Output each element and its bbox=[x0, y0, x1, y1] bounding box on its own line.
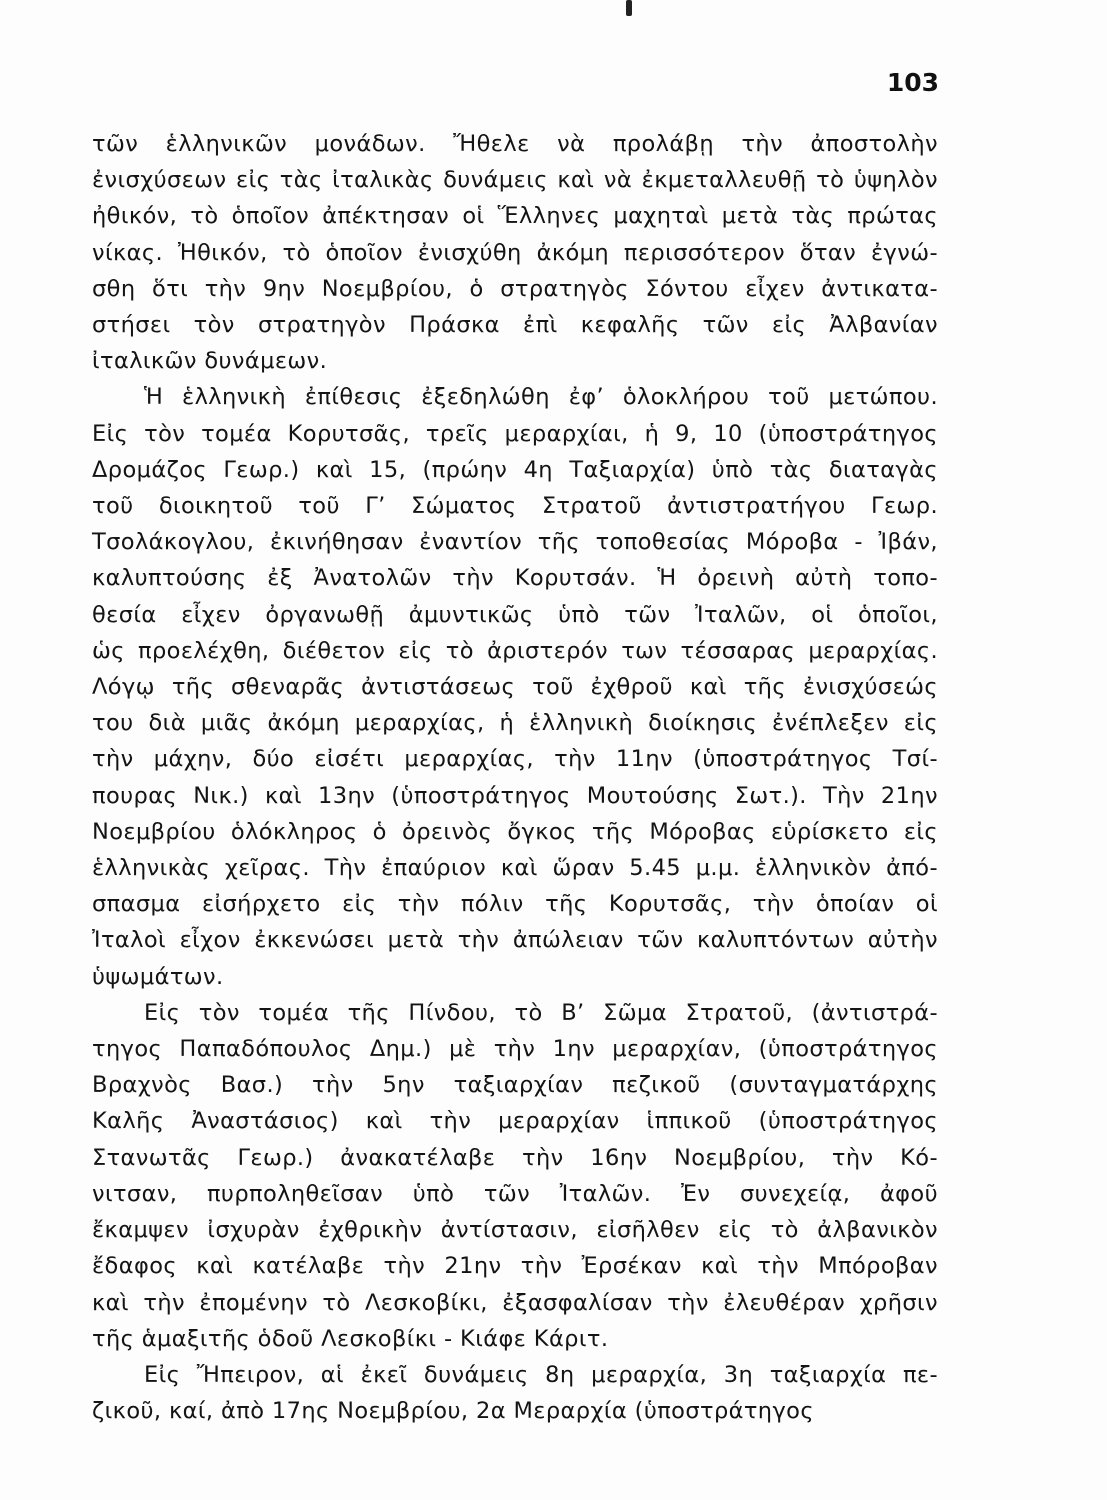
paragraph bbox=[92, 1357, 938, 1429]
text-line: στήσει τὸν στρατηγὸν Πράσκα ἐπὶ κεφαλῆς τῶν εἰς Ἀλβανίαν bbox=[92, 312, 938, 339]
text-line: σπασμα εἰσήρχετο εἰς τὴν πόλιν τῆς Κορυτσᾶς, τὴν ὁποίαν οἱ bbox=[92, 891, 938, 918]
text-line: νιτσαν, πυρποληθεῖσαν ὑπὸ τῶν Ἰταλῶν. Ἐν συνεχείᾳ, ἀφοῦ bbox=[92, 1180, 938, 1207]
text-line: ἐνισχύσεων εἰς τὰς ἰταλικὰς δυνάμεις καὶ νὰ ἐκμεταλλευθῇ τὸ ὑψηλὸν bbox=[92, 167, 938, 194]
text-line: καὶ τὴν ἐπομένην τὸ Λεσκοβίκι, ἐξασφαλίσαν τὴν ἐλευθέραν χρῆσιν bbox=[92, 1289, 938, 1316]
text-line: τὴν μάχην, δύο εἰσέτι μεραρχίας, τὴν 11ην (ὑποστράτηγος Τσί- bbox=[92, 746, 938, 773]
text-line: ὑψωμάτων. bbox=[92, 963, 224, 990]
text-line: ἔκαμψεν ἰσχυρὰν ἐχθρικὴν ἀντίστασιν, εἰσῆλθεν εἰς τὸ ἀλβανικὸν bbox=[92, 1217, 938, 1244]
text-line: Καλῆς Ἀναστάσιος) καὶ τὴν μεραρχίαν ἱππικοῦ (ὑποστράτηγος bbox=[92, 1108, 938, 1135]
text-line: καλυπτούσης ἐξ Ἀνατολῶν τὴν Κορυτσάν. Ἡ ὀρεινὴ αὐτὴ τοπο- bbox=[92, 565, 938, 592]
paragraph bbox=[92, 995, 938, 1357]
text-line: τοῦ διοικητοῦ τοῦ Γ’ Σώματος Στρατοῦ ἀντιστρατήγου Γεωρ. bbox=[92, 493, 938, 520]
text-line: Λόγῳ τῆς σθεναρᾶς ἀντιστάσεως τοῦ ἐχθροῦ καὶ τῆς ἐνισχύσεώς bbox=[92, 674, 938, 701]
text-line: τῆς ἁμαξιτῆς ὁδοῦ Λεσκοβίκι - Κιάφε Κάριτ. bbox=[92, 1325, 609, 1352]
text-line: τῶν ἑλληνικῶν μονάδων. Ἤθελε νὰ προλάβῃ τὴν ἀποστολὴν bbox=[92, 131, 938, 157]
text-line: Ἡ ἑλληνικὴ ἐπίθεσις ἐξεδηλώθη ἐφ’ ὁλοκλήρου τοῦ μετώπου. bbox=[144, 384, 938, 411]
page-number: 103 bbox=[886, 68, 939, 97]
text-line: σθη ὅτι τὴν 9ην Νοεμβρίου, ὁ στρατηγὸς Σόντου εἶχεν ἀντικατα- bbox=[92, 275, 938, 302]
text-line: Τσολάκογλου, ἐκινήθησαν ἐναντίον τῆς τοποθεσίας Μόροβα - Ἰβάν, bbox=[92, 529, 938, 556]
text-line: Νοεμβρίου ὁλόκληρος ὁ ὀρεινὸς ὄγκος τῆς Μόροβας εὑρίσκετο εἰς bbox=[92, 818, 938, 845]
paragraph bbox=[92, 379, 938, 994]
text-line: ἑλληνικὰς χεῖρας. Τὴν ἐπαύριον καὶ ὥραν 5.45 μ.μ. ἑλληνικὸν ἀπό- bbox=[92, 855, 938, 882]
text-line: Εἰς τὸν τομέα Κορυτσᾶς, τρεῖς μεραρχίαι, ἡ 9, 10 (ὑποστράτηγος bbox=[92, 420, 938, 447]
text-line: Εἰς Ἤπειρον, αἱ ἐκεῖ δυνάμεις 8η μεραρχία, 3η ταξιαρχία πε- bbox=[144, 1361, 938, 1388]
text-line: του διὰ μιᾶς ἀκόμη μεραρχίας, ἡ ἑλληνικὴ διοίκησις ἐνέπλεξεν εἰς bbox=[92, 710, 938, 737]
text-line: ἰταλικῶν δυνάμεων. bbox=[92, 348, 328, 375]
text-line: Στανωτᾶς Γεωρ.) ἀνακατέλαβε τὴν 16ην Νοεμβρίου, τὴν Κό- bbox=[92, 1144, 938, 1171]
text-line: ἔδαφος καὶ κατέλαβε τὴν 21ην τὴν Ἐρσέκαν καὶ τὴν Μπόροβαν bbox=[92, 1253, 938, 1280]
text-line: ζικοῦ, καί, ἀπὸ 17ης Νοεμβρίου, 2α Μεραρχία (ὑποστράτηγος bbox=[92, 1398, 814, 1425]
text-line: Δρομάζος Γεωρ.) καὶ 15, (πρώην 4η Ταξιαρχία) ὑπὸ τὰς διαταγὰς bbox=[92, 456, 938, 483]
text-line: Ἰταλοὶ εἶχον ἐκκενώσει μετὰ τὴν ἀπώλειαν τῶν καλυπτόντων αὐτὴν bbox=[92, 927, 938, 954]
body-text bbox=[92, 126, 938, 1429]
text-line: νίκας. Ἠθικόν, τὸ ὁποῖον ἐνισχύθη ἀκόμη περισσότερον ὅταν ἐγνώ- bbox=[92, 239, 938, 266]
paragraph bbox=[92, 126, 938, 379]
text-line: πουρας Νικ.) καὶ 13ην (ὑποστράτηγος Μουτούσης Σωτ.). Τὴν 21ην bbox=[92, 782, 938, 809]
text-line: ἠθικόν, τὸ ὁποῖον ἀπέκτησαν οἱ Ἕλληνες μαχηταὶ μετὰ τὰς πρώτας bbox=[92, 203, 938, 230]
scan-speck bbox=[626, 0, 632, 16]
text-line: τηγος Παπαδόπουλος Δημ.) μὲ τὴν 1ην μεραρχίαν, (ὑποστράτηγος bbox=[92, 1036, 938, 1063]
text-line: Εἰς τὸν τομέα τῆς Πίνδου, τὸ Β’ Σῶμα Στρατοῦ, (ἀντιστρά- bbox=[144, 999, 938, 1026]
text-line: θεσία εἶχεν ὀργανωθῇ ἀμυντικῶς ὑπὸ τῶν Ἰταλῶν, οἱ ὁποῖοι, bbox=[92, 601, 938, 628]
text-line: Βραχνὸς Βασ.) τὴν 5ην ταξιαρχίαν πεζικοῦ (συνταγματάρχης bbox=[92, 1072, 938, 1099]
text-line: ὡς προελέχθη, διέθετον εἰς τὸ ἀριστερόν των τέσσαρας μεραρχίας. bbox=[92, 637, 938, 664]
